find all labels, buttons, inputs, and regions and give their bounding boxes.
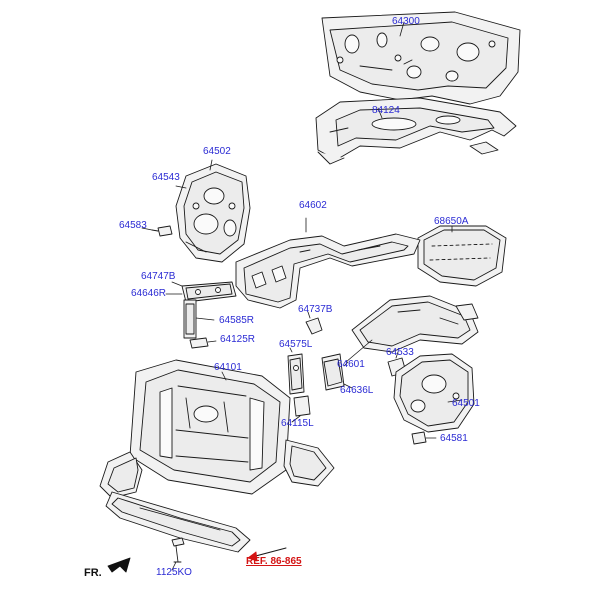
part-label-64125R[interactable]: 64125R [220, 334, 256, 345]
part-64115L-shape [294, 396, 310, 416]
part-64602-shape [236, 234, 420, 308]
part-64501-shape [394, 354, 474, 432]
part-label-64543[interactable]: 64543 [152, 172, 180, 183]
part-label-64747B[interactable]: 64747B [141, 271, 176, 282]
part-84124-shape [316, 98, 516, 164]
part-68650A-shape [418, 226, 506, 286]
part-label-64300[interactable]: 64300 [392, 16, 420, 27]
part-label-64583[interactable]: 64583 [119, 220, 147, 231]
part-label-64602[interactable]: 64602 [299, 200, 327, 211]
part-label-84124[interactable]: 84124 [372, 105, 400, 116]
part-64585R-shape [184, 300, 196, 338]
part-label-64502[interactable]: 64502 [203, 146, 231, 157]
part-64502-shape [176, 164, 250, 262]
part-label-64533[interactable]: 64533 [386, 347, 414, 358]
part-label-68650A[interactable]: 68650A [434, 216, 469, 227]
reference-note[interactable]: REF. 86-865 [246, 556, 302, 567]
part-label-64581[interactable]: 64581 [440, 433, 468, 444]
part-label-64646R[interactable]: 64646R [131, 288, 167, 299]
part-label-64585R[interactable]: 64585R [219, 315, 255, 326]
part-label-64601[interactable]: 64601 [337, 359, 365, 370]
part-label-64737B[interactable]: 64737B [298, 304, 333, 315]
part-64300-shape [322, 12, 520, 104]
part-64646R-shape [182, 282, 236, 302]
part-64737B-shape [306, 318, 322, 334]
fr-direction-arrow [108, 558, 130, 572]
part-1125KO-shape [172, 538, 184, 562]
part-64125R-shape [190, 338, 208, 348]
part-label-64101[interactable]: 64101 [214, 362, 242, 373]
part-label-64636L[interactable]: 64636L [340, 385, 374, 396]
part-64583-shape [152, 226, 172, 236]
front-direction-label: FR. [84, 567, 102, 579]
part-label-64575L[interactable]: 64575L [279, 339, 313, 350]
part-64581-shape [412, 432, 426, 444]
part-64601-shape [352, 296, 478, 352]
part-label-64115L[interactable]: 64115L [281, 418, 314, 429]
part-label-1125KO[interactable]: 1125KO [156, 567, 192, 578]
part-label-64501[interactable]: 64501 [452, 398, 480, 409]
part-64575L-shape [288, 354, 304, 394]
